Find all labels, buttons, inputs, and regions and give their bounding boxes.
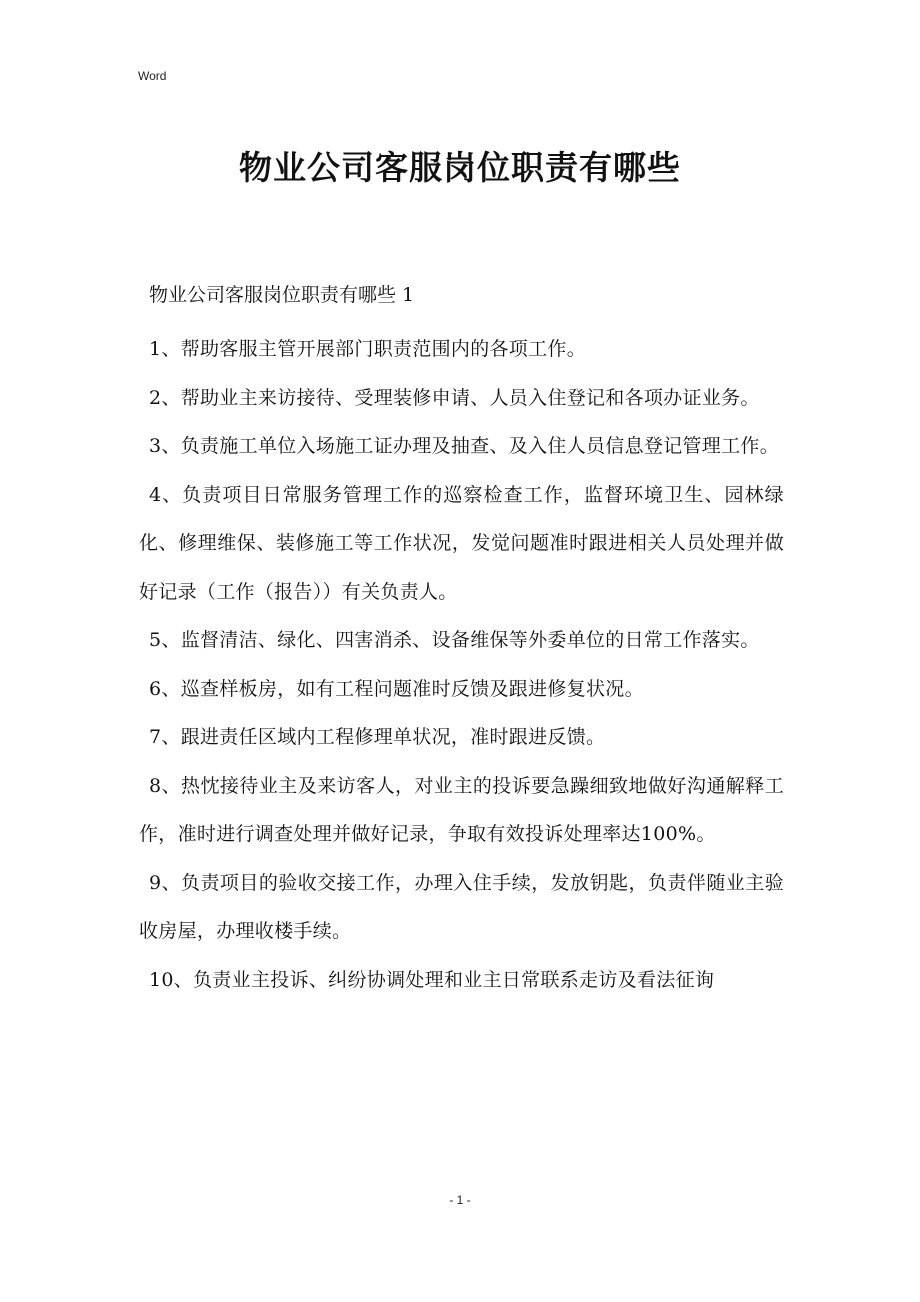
list-item-8: 8、热忱接待业主及来访客人，对业主的投诉要急躁细致地做好沟通解释工作，准时进行调查处理并做好记录，争取有效投诉处理率达100%。	[139, 774, 784, 845]
page-number: - 1 -	[449, 1193, 471, 1207]
list-item-4: 4、负责项目日常服务管理工作的巡察检查工作，监督环境卫生、园林绿化、修理维保、装修施工等工作状况，发觉问题准时跟进相关人员处理并做好记录（工作（报告））有关负责人。	[139, 483, 784, 603]
list-item-3: 3、负责施工单位入场施工证办理及抽查、及入住人员信息登记管理工作。	[149, 435, 779, 457]
document-body	[139, 277, 784, 1004]
document-title: 物业公司客服岗位职责有哪些	[239, 148, 681, 187]
list-item-5: 5、监督清洁、绿化、四害消杀、设备维保等外委单位的日常工作落实。	[149, 629, 760, 651]
list-item-7: 7、跟进责任区域内工程修理单状况，准时跟进反馈。	[149, 726, 606, 748]
list-item-9: 9、负责项目的验收交接工作，办理入住手续，发放钥匙，负责伴随业主验收房屋，办理收楼手续。	[139, 871, 784, 942]
list-item-10: 10、负责业主投诉、纠纷协调处理和业主日常联系走访及看法征询	[149, 968, 715, 991]
header-label: Word	[138, 69, 167, 83]
section-heading: 物业公司客服岗位职责有哪些 1	[149, 284, 415, 306]
list-item-1: 1、帮助客服主管开展部门职责范围内的各项工作。	[149, 338, 586, 360]
list-item-2: 2、帮助业主来访接待、受理装修申请、人员入住登记和各项办证业务。	[149, 386, 760, 409]
list-item-6: 6、巡查样板房，如有工程问题准时反馈及跟进修复状况。	[149, 677, 644, 700]
